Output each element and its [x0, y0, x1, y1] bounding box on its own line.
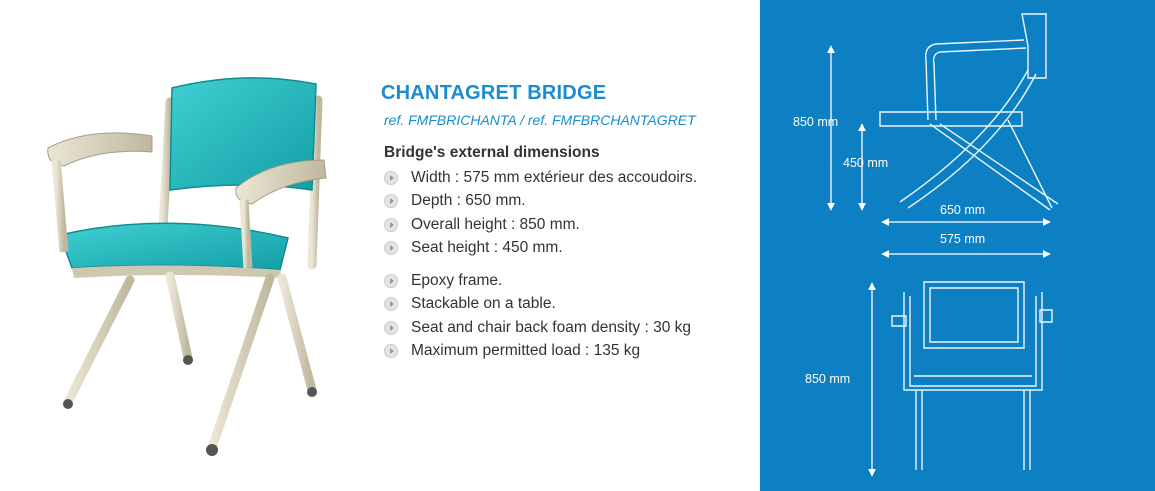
list-item: Seat height : 450 mm. [381, 237, 751, 261]
side-width-label: 575 mm [940, 232, 986, 246]
list-item: Seat and chair back foam density : 30 kg [381, 316, 751, 340]
front-overall-height-label: 850 mm [805, 372, 851, 386]
arrow-bullet-icon [384, 171, 398, 185]
arrow-bullet-icon [384, 194, 398, 208]
list-item: Epoxy frame. [381, 269, 751, 293]
product-reference: ref. FMFBRICHANTA / ref. FMFBRCHANTAGRET [384, 112, 696, 128]
list-item: Maximum permitted load : 135 kg [381, 340, 751, 364]
side-overall-height-label: 850 mm [793, 115, 839, 129]
dimensions-heading: Bridge's external dimensions [384, 144, 600, 161]
list-item: Width : 575 mm extérieur des accoudoirs. [381, 166, 751, 190]
arrow-bullet-icon [384, 274, 398, 288]
side-depth-label: 650 mm [940, 203, 986, 217]
arrow-bullet-icon [384, 321, 398, 335]
arrow-bullet-icon [384, 241, 398, 255]
front-view-drawing [892, 282, 1052, 470]
arrow-bullet-icon [384, 297, 398, 311]
product-info [381, 82, 751, 363]
arrow-bullet-icon [384, 218, 398, 232]
list-item: Overall height : 850 mm. [381, 213, 751, 237]
features-list [381, 269, 751, 363]
blueprint-panel [760, 0, 1155, 491]
dimensions-list [381, 166, 751, 260]
list-item: Stackable on a table. [381, 293, 751, 317]
side-view-drawing [880, 14, 1058, 210]
list-item: Depth : 650 mm. [381, 190, 751, 214]
chair-product-image [20, 40, 360, 480]
side-seat-height-label: 450 mm [843, 156, 889, 170]
arrow-bullet-icon [384, 344, 398, 358]
product-title: CHANTAGRET BRIDGE [381, 82, 607, 104]
